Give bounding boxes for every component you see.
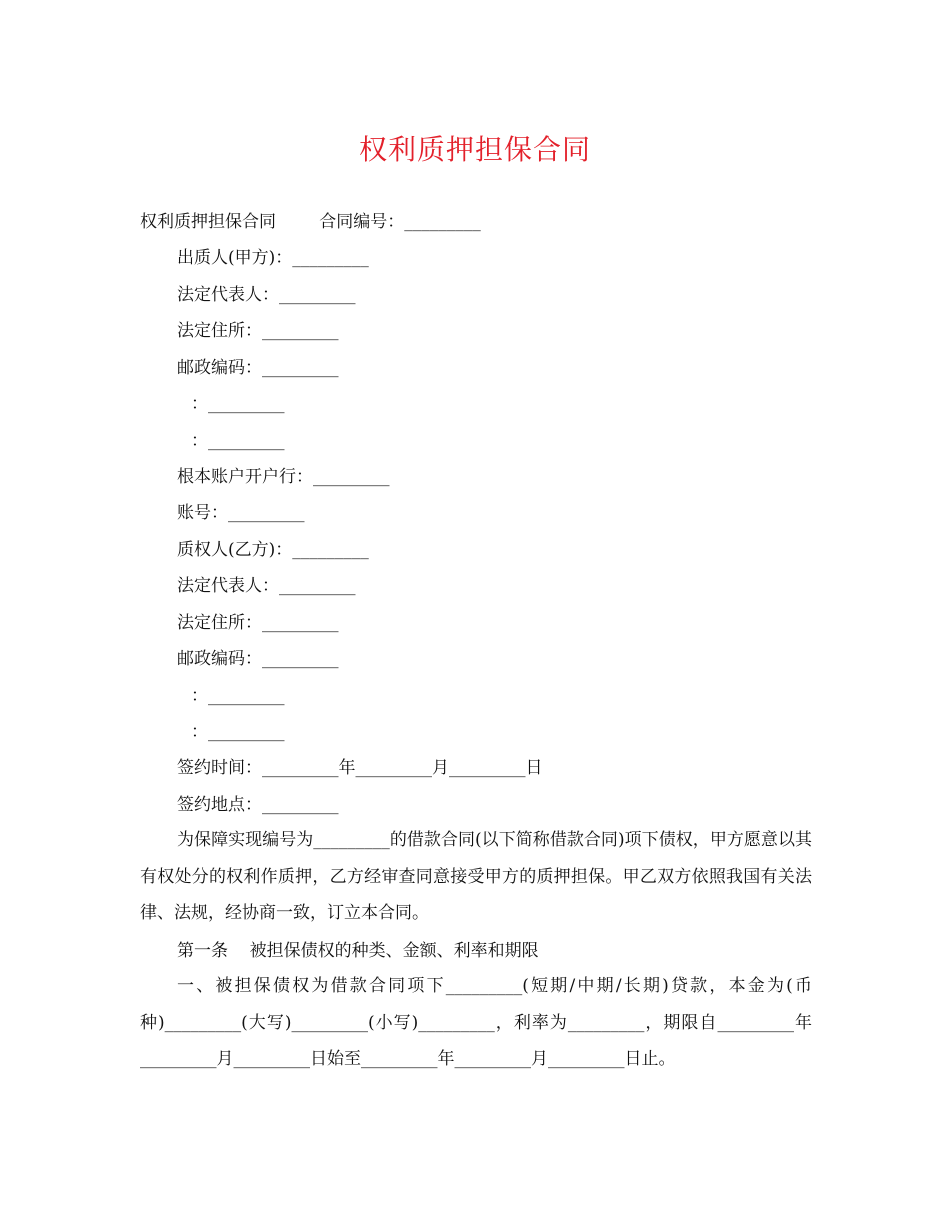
- document-title: 权利质押担保合同: [358, 133, 591, 166]
- party-b-blank-2: ：_________: [191, 722, 285, 742]
- party-a-legal-rep: 法定代表人：_________: [177, 285, 356, 305]
- party-a-postal-code: 邮政编码：_________: [177, 358, 339, 378]
- party-b-pledgee: 质权人(乙方)：_________: [177, 540, 369, 560]
- header-line: 权利质押担保合同 合同编号：_________: [140, 212, 481, 232]
- party-a-blank-1: ：_________: [191, 394, 285, 414]
- sign-time: 签约时间：_________年_________月_________日: [177, 758, 543, 778]
- party-a-address: 法定住所：_________: [177, 321, 339, 341]
- sign-place: 签约地点：_________: [177, 795, 339, 815]
- intro-paragraph: 为保障实现编号为_________的借款合同(以下简称借款合同)项下债权，甲方愿意以其有权处分的权利作质押，乙方经审查同意接受甲方的质押担保。甲乙双方依照我国有关法律、法规，经协商一致，订立本合同。: [140, 830, 812, 923]
- party-b-blank-1: ：_________: [191, 686, 285, 706]
- article-1-heading: 第一条 被担保债权的种类、金额、利率和期限: [177, 941, 539, 961]
- article-1-item-1: 一、被担保债权为借款合同项下_________(短期/中期/长期)贷款，本金为(币种)_________(大写)_________(小写)_________，利率为_________，期限自_________年_________月_________日始至_________年_________月_________日止。: [140, 976, 812, 1069]
- party-a-bank: 根本账户开户行：_________: [177, 467, 390, 487]
- party-a-account: 账号：_________: [177, 503, 305, 523]
- party-a-blank-2: ：_________: [191, 431, 285, 451]
- party-b-postal-code: 邮政编码：_________: [177, 649, 339, 669]
- party-a-pledgor: 出质人(甲方)：_________: [177, 248, 369, 268]
- party-b-address: 法定住所：_________: [177, 613, 339, 633]
- party-b-legal-rep: 法定代表人：_________: [177, 576, 356, 596]
